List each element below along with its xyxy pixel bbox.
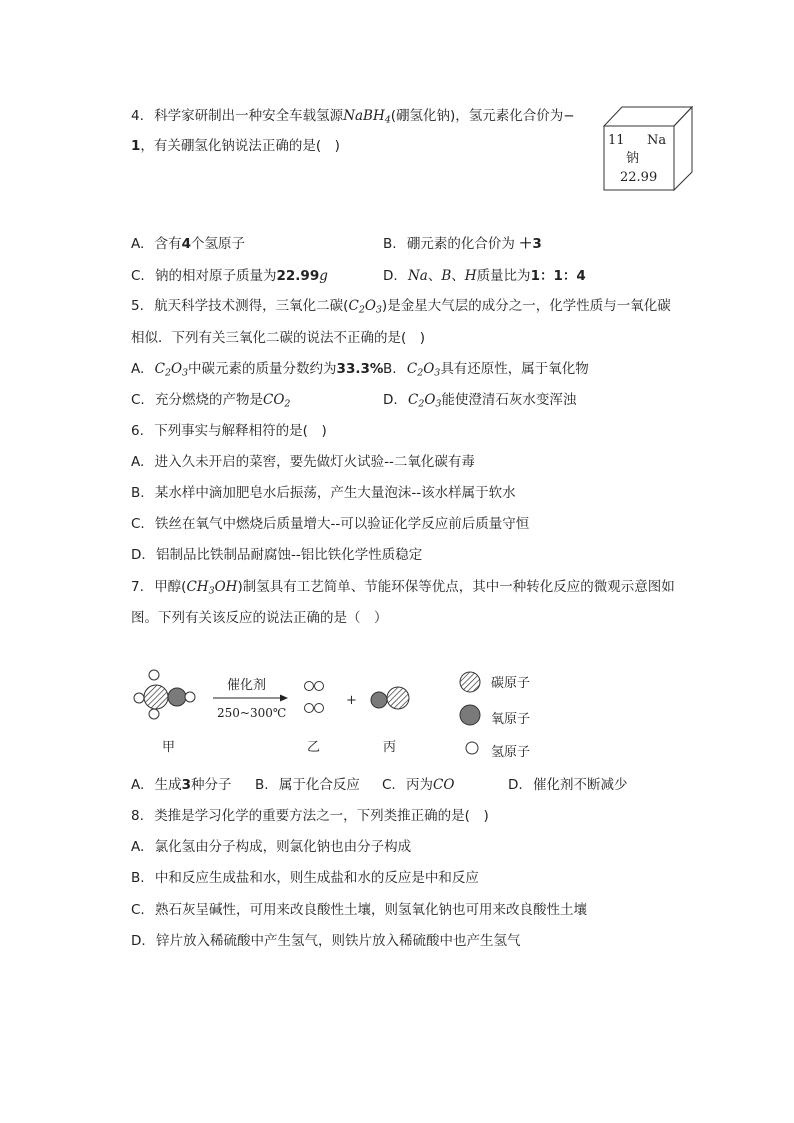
q8-stem	[131, 804, 489, 824]
label-jia: 甲	[162, 740, 176, 755]
legend	[460, 672, 530, 760]
q7-line2	[131, 606, 388, 626]
option-text: 熟石灰呈碱性，可用来改良酸性土壤，则氢氧化钠也可用来改良酸性土壤	[155, 902, 588, 918]
formula-part: O	[424, 392, 436, 408]
carbon-atom	[387, 687, 409, 709]
option-text: 硼元素的化合价为	[406, 236, 515, 252]
oxygen-atom	[371, 692, 387, 708]
q8-option-b[interactable]	[131, 866, 479, 886]
option-bold: 33.3%	[336, 361, 384, 377]
hydrogen-atom	[315, 682, 324, 691]
q5-number: 5.	[131, 298, 144, 314]
option-formula: Na	[407, 268, 428, 284]
q5-text2: 相似．下列有关三氧化二碳的说法不正确的是( )	[131, 330, 426, 346]
q8-number: 8.	[131, 808, 144, 824]
option-text: 丙为	[406, 777, 434, 793]
q4-text1a: 科学家研制出一种安全车载氢源	[154, 108, 344, 124]
option-letter: C.	[382, 777, 396, 793]
q5-option-c[interactable]	[131, 388, 290, 408]
hydrogen-atom	[315, 704, 324, 713]
q7-option-a[interactable]	[131, 773, 232, 793]
oxygen-atom	[168, 688, 186, 706]
formula-sub: 2	[164, 367, 171, 379]
q7-option-d[interactable]	[508, 773, 627, 793]
element-symbol: Na	[647, 133, 667, 148]
option-letter: D.	[131, 547, 146, 563]
q6-text: 下列事实与解释相符的是( )	[154, 423, 327, 439]
q4-text2-bold: 1	[131, 138, 141, 154]
option-letter: B.	[131, 485, 145, 501]
q5-line1	[131, 294, 671, 314]
option-letter: B.	[255, 777, 269, 793]
q5-text1b: )是金星大气层的成分之一，化学性质与一氧化碳	[381, 298, 671, 314]
element-name: 钠	[626, 151, 640, 166]
formula-part: O	[170, 361, 183, 377]
option-formula: C	[406, 361, 418, 377]
q5-option-a[interactable]	[131, 357, 383, 377]
option-text: 某水样中滴加肥皂水后振荡，产生大量泡沫--该水样属于软水	[154, 485, 516, 501]
option-bold: 22.99	[276, 268, 320, 284]
option-bold: ＋3	[518, 236, 542, 252]
reaction-diagram	[125, 660, 565, 765]
option-letter: A.	[131, 454, 145, 470]
q8-text: 类推是学习化学的重要方法之一，下列类推正确的是( )	[154, 808, 489, 824]
q6-option-d[interactable]	[131, 543, 422, 563]
option-unit: g	[319, 268, 328, 284]
option-text: 氯化氢由分子构成，则氯化钠也由分子构成	[154, 839, 412, 855]
option-letter: A.	[131, 361, 145, 377]
separator: 、	[427, 268, 442, 284]
formula-sub: 3	[375, 304, 382, 316]
option-text: 钠的相对原子质量为	[155, 268, 277, 284]
option-bold: 4	[181, 236, 191, 252]
option-text: 种分子	[191, 777, 232, 793]
q8-option-c[interactable]	[131, 898, 587, 918]
hydrogen-atom	[305, 704, 314, 713]
q6-stem	[131, 419, 327, 439]
methanol-molecule	[134, 670, 195, 719]
separator: 、	[451, 268, 465, 284]
label-yi: 乙	[307, 740, 321, 755]
q5-text1a: 航天科学技术测得，三氧化二碳(	[154, 298, 349, 314]
option-formula: C	[407, 392, 419, 408]
option-text: 个氢原子	[191, 236, 245, 252]
plus-sign: +	[346, 693, 357, 708]
q8-option-d[interactable]	[131, 929, 520, 949]
hydrogen-atom	[149, 670, 159, 680]
option-text: 具有还原性，属于氧化物	[440, 361, 589, 377]
option-text: 铝制品比铁制品耐腐蚀--铝比铁化学性质稳定	[155, 547, 423, 563]
q7-option-b[interactable]	[255, 773, 360, 793]
q6-number: 6.	[131, 423, 144, 439]
option-letter: A.	[131, 236, 145, 252]
option-text: 充分燃烧的产物是	[155, 392, 264, 408]
legend-oxygen-icon	[460, 705, 480, 725]
option-text: 生成	[154, 777, 182, 793]
q4-text2: ，有关硼氢化钠说法正确的是( )	[140, 138, 340, 154]
q4-option-d[interactable]	[383, 264, 586, 284]
option-formula: H	[464, 268, 477, 284]
option-text: 能使澄清石灰水变浑浊	[441, 392, 577, 408]
carbon-atom	[144, 685, 168, 709]
legend-hydrogen-icon	[466, 742, 478, 754]
legend-carbon-icon	[460, 672, 480, 692]
option-text: 锌片放入稀硫酸中产生氢气，则铁片放入稀硫酸中也产生氢气	[155, 933, 521, 949]
option-letter: B.	[383, 361, 397, 377]
q4-option-b[interactable]	[383, 232, 542, 252]
q7-formula: CH	[186, 579, 209, 595]
option-letter: C.	[131, 392, 145, 408]
option-formula: CO	[433, 777, 455, 793]
option-text: 质量比为	[476, 268, 531, 284]
option-letter: C.	[131, 902, 145, 918]
option-letter: A.	[131, 777, 145, 793]
option-bold: 3	[181, 777, 191, 793]
q4-line2	[131, 134, 340, 154]
option-letter: C.	[131, 268, 145, 284]
q7-number: 7.	[131, 579, 144, 595]
element-number: 11	[608, 133, 625, 148]
element-mass: 22.99	[620, 170, 658, 185]
q5-formula: C	[348, 298, 359, 314]
arrow-head	[280, 695, 288, 702]
formula-part: O	[423, 361, 435, 377]
q4-formula: NaBH	[343, 108, 385, 124]
hydrogen-atom	[185, 692, 195, 702]
legend-oxygen-label: 氧原子	[491, 712, 531, 727]
q7-text1b: )制氢具有工艺简单、节能环保等优点，其中一种转化反应的微观示意图如	[237, 579, 675, 595]
formula-sub: 2	[418, 398, 425, 410]
hydrogen-molecules	[305, 682, 324, 713]
q5-option-b[interactable]	[383, 357, 589, 377]
hydrogen-atom	[134, 693, 144, 703]
option-text: 铁丝在氧气中燃烧后质量增大--可以验证化学反应前后质量守恒	[155, 516, 530, 532]
option-letter: D.	[383, 392, 398, 408]
formula-sub: 2	[284, 398, 291, 410]
temperature-label: 250~300℃	[217, 706, 287, 720]
q7-text2: 图。下列有关该反应的说法正确的是（ ）	[131, 610, 388, 626]
q4-number: 4.	[131, 108, 144, 124]
option-letter: A.	[131, 839, 145, 855]
q4-formula-sub: 4	[384, 114, 391, 126]
sodium-element-card	[600, 104, 695, 192]
option-text: 催化剂不断减少	[532, 777, 628, 793]
formula-part: O	[364, 298, 376, 314]
option-text: 中碳元素的质量分数约为	[188, 361, 337, 377]
hydrogen-atom	[305, 682, 314, 691]
option-bold: 1：1：4	[530, 268, 586, 284]
formula-part: OH	[214, 579, 238, 595]
q5-option-d[interactable]	[383, 388, 576, 408]
formula-sub: 2	[358, 304, 365, 316]
q6-option-b[interactable]	[131, 481, 516, 501]
q4-option-c[interactable]	[131, 264, 328, 284]
q7-text1a: 甲醇(	[154, 579, 187, 595]
option-text: 含有	[154, 236, 182, 252]
q7-line1	[131, 575, 675, 595]
option-letter: D.	[508, 777, 523, 793]
q6-option-a[interactable]	[131, 450, 475, 470]
option-text: 进入久未开启的菜窖，要先做灯火试验--二氧化碳有毒	[154, 454, 475, 470]
q4-text1b: (硼氢化钠)，氢元素化合价为−	[390, 108, 575, 124]
option-letter: D.	[383, 268, 398, 284]
q7-option-c[interactable]	[382, 773, 454, 793]
option-formula: CO	[263, 392, 285, 408]
q4-option-a[interactable]	[131, 232, 245, 252]
formula-sub: 3	[434, 367, 441, 379]
formula-sub: 3	[182, 367, 189, 379]
q5-line2	[131, 326, 425, 346]
option-text: 属于化合反应	[278, 777, 360, 793]
label-bing: 丙	[383, 740, 397, 755]
legend-carbon-label: 碳原子	[491, 676, 531, 691]
catalyst-label: 催化剂	[227, 678, 267, 693]
option-letter: C.	[131, 516, 145, 532]
option-letter: D.	[131, 933, 146, 949]
option-letter: B.	[131, 870, 145, 886]
carbon-monoxide-molecule	[371, 687, 409, 709]
option-formula: B	[441, 268, 452, 284]
legend-hydrogen-label: 氢原子	[491, 745, 531, 760]
option-text: 中和反应生成盐和水，则生成盐和水的反应是中和反应	[154, 870, 479, 886]
option-formula: C	[154, 361, 165, 377]
hydrogen-atom	[149, 709, 159, 719]
option-letter: B.	[383, 236, 397, 252]
formula-sub: 3	[435, 398, 442, 410]
formula-sub: 3	[208, 585, 215, 597]
q6-option-c[interactable]	[131, 512, 529, 532]
formula-sub: 2	[417, 367, 424, 379]
q4-line1	[131, 104, 575, 124]
q8-option-a[interactable]	[131, 835, 411, 855]
